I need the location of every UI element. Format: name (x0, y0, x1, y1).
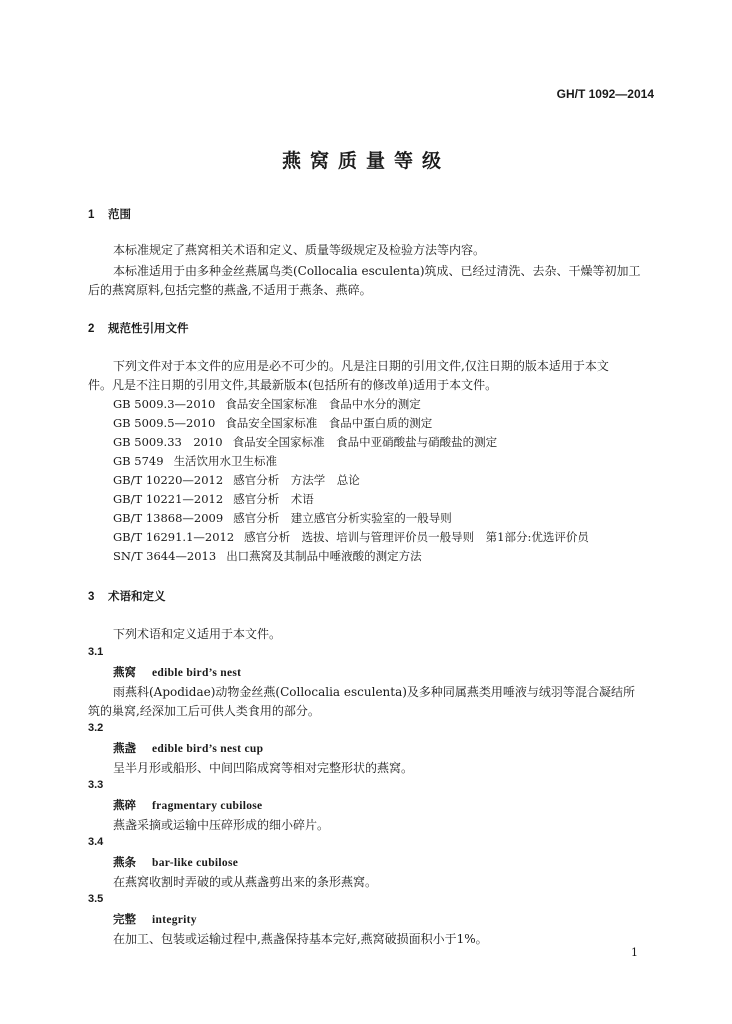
term-zh: 燕条 (113, 855, 136, 869)
term-definition-line-1: 燕盏采摘或运输中压碎形成的细小碎片。 (113, 818, 330, 832)
reference-title: 感官分析 建立感官分析实验室的一般导则 (233, 511, 452, 525)
reference-title: 感官分析 选拔、培训与管理评价员一般导则 第1部分:优选评价员 (244, 530, 589, 544)
s1-paragraph-2-line-1: 本标准适用于由多种金丝燕属鸟类(Collocalia esculenta)筑成、已经过清洗、去杂、干燥等初加工 (113, 264, 641, 278)
reference-item (113, 547, 422, 565)
term-heading (113, 797, 262, 813)
section-number: 3 (88, 591, 95, 603)
term-zh: 燕窝 (113, 665, 136, 679)
section-title: 规范性引用文件 (108, 323, 189, 335)
reference-item (113, 414, 432, 432)
term-en: bar-like cubilose (152, 857, 239, 869)
reference-title: 感官分析 术语 (233, 492, 314, 506)
term-zh: 完整 (113, 912, 136, 926)
reference-item (113, 471, 360, 489)
reference-item (113, 509, 452, 527)
section-title: 术语和定义 (108, 591, 166, 603)
term-definition-line-1: 雨燕科(Apodidae)动物金丝燕(Collocalia esculenta)及多种同属燕类用唾液与绒羽等混合凝结所 (113, 685, 635, 699)
section-title: 范围 (108, 209, 131, 221)
reference-title: 生活饮用水卫生标准 (173, 454, 278, 468)
term-heading (113, 854, 238, 870)
section-number: 1 (88, 209, 95, 221)
reference-title: 食品安全国家标准 食品中蛋白质的测定 (225, 416, 433, 430)
term-number: 3.4 (88, 836, 104, 848)
reference-code: GB 5749 (113, 454, 164, 468)
term-definition-line-2: 筑的巢窝,经深加工后可供人类食用的部分。 (88, 704, 320, 718)
reference-item (113, 433, 497, 451)
term-definition-line-1: 在加工、包装或运输过程中,燕盏保持基本完好,燕窝破损面积小于1%。 (113, 932, 488, 946)
standard-code: GH/T 1092—2014 (556, 87, 654, 101)
term-number: 3.1 (88, 646, 104, 658)
reference-title: 食品安全国家标准 食品中亚硝酸盐与硝酸盐的测定 (232, 435, 498, 449)
s2-intro-line-2: 件。凡是不注日期的引用文件,其最新版本(包括所有的修改单)适用于本文件。 (88, 378, 498, 392)
reference-code: SN/T 3644—2013 (113, 549, 217, 563)
term-en: fragmentary cubilose (152, 800, 263, 812)
term-zh: 燕碎 (113, 798, 136, 812)
document-title: 燕窝质量等级 (281, 150, 450, 172)
term-heading (113, 664, 241, 680)
section-number: 2 (88, 323, 95, 335)
reference-code: GB/T 16291.1—2012 (113, 530, 235, 544)
term-heading (113, 911, 197, 927)
reference-title: 感官分析 方法学 总论 (233, 473, 360, 487)
term-number: 3.3 (88, 779, 104, 791)
term-definition-line-1: 在燕窝收割时弄破的或从燕盏剪出来的条形燕窝。 (113, 875, 378, 889)
s1-paragraph-1: 本标准规定了燕窝相关术语和定义、质量等级规定及检验方法等内容。 (113, 243, 486, 257)
term-en: edible bird’s nest cup (152, 743, 264, 755)
reference-code: GB/T 10220—2012 (113, 473, 224, 487)
term-en: integrity (152, 914, 197, 926)
term-number: 3.2 (88, 722, 104, 734)
reference-item (113, 452, 277, 470)
s3-intro: 下列术语和定义适用于本文件。 (113, 627, 282, 641)
term-definition-line-1: 呈半月形或船形、中间凹陷成窝等相对完整形状的燕窝。 (113, 761, 414, 775)
term-en: edible bird’s nest (152, 667, 242, 679)
reference-item (113, 490, 314, 508)
term-number: 3.5 (88, 893, 104, 905)
reference-code: GB 5009.3—2010 (113, 397, 216, 411)
reference-item (113, 528, 589, 546)
reference-item (113, 395, 421, 413)
s1-paragraph-2-line-2: 后的燕窝原料,包括完整的燕盏,不适用于燕条、燕碎。 (88, 283, 372, 297)
reference-title: 食品安全国家标准 食品中水分的测定 (225, 397, 421, 411)
section-3-heading (88, 588, 166, 604)
reference-code: GB 5009.5—2010 (113, 416, 216, 430)
reference-code: GB/T 10221—2012 (113, 492, 224, 506)
section-2-heading (88, 320, 189, 336)
section-1-heading (88, 206, 131, 222)
term-zh: 燕盏 (113, 741, 136, 755)
s2-intro-line-1: 下列文件对于本文件的应用是必不可少的。凡是注日期的引用文件,仅注日期的版本适用于本文 (113, 359, 609, 373)
reference-code: GB/T 13868—2009 (113, 511, 224, 525)
reference-title: 出口燕窝及其制品中唾液酸的测定方法 (226, 549, 422, 563)
term-heading (113, 740, 263, 756)
page-number: 1 (631, 946, 638, 959)
reference-code: GB 5009.33 2010 (113, 435, 223, 449)
